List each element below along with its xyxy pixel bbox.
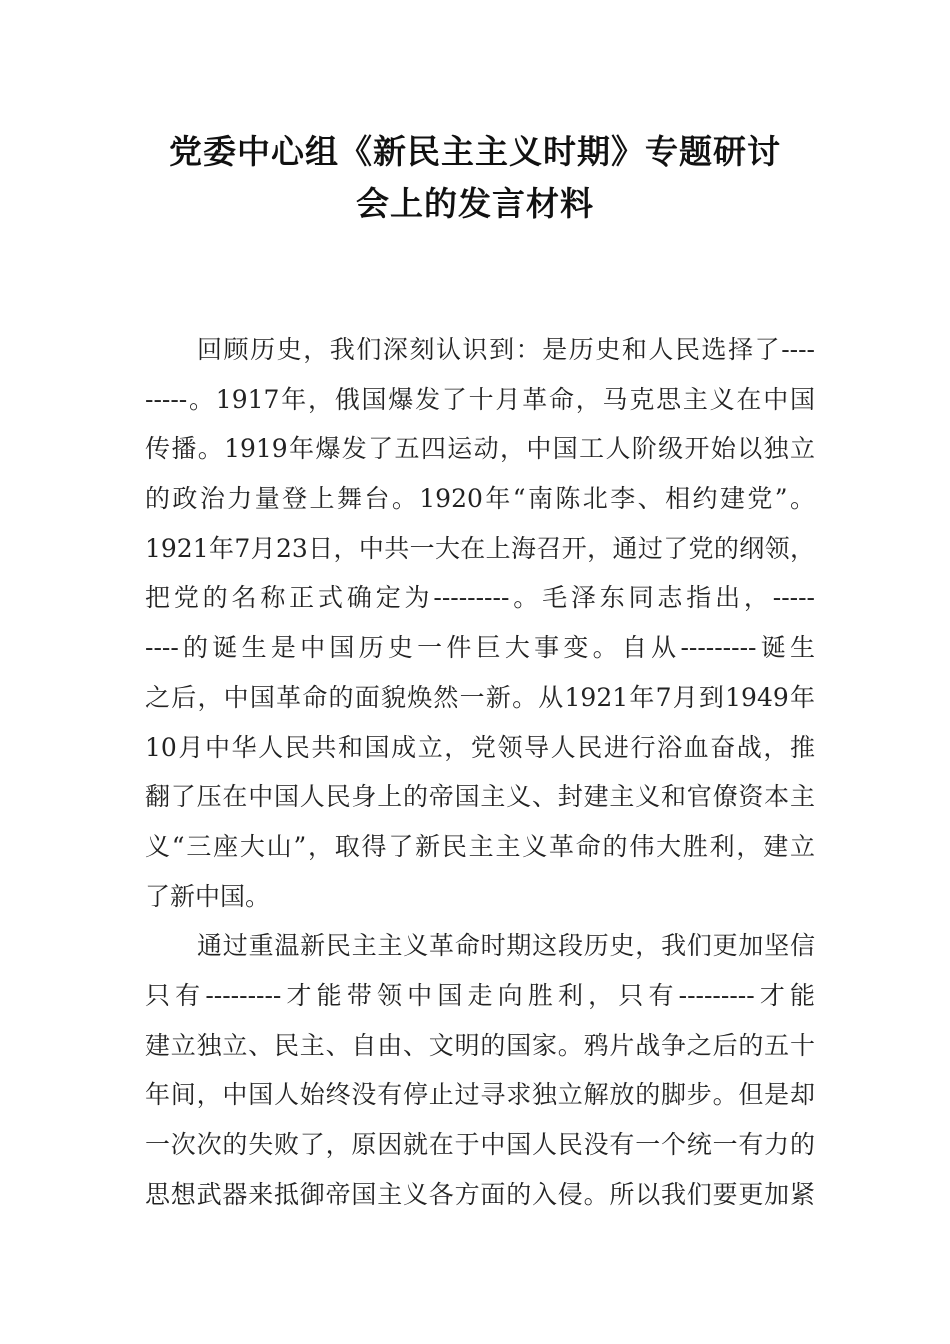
paragraph-1-line-2: -----。1917年，俄国爆发了十月革命，马克思主义在中国 (145, 384, 815, 414)
paragraph-1-line-11: 义“三座大山”，取得了新民主主义革命的伟大胜利，建立 (145, 831, 815, 861)
paragraph-1-line-9: 10月中华人民共和国成立，党领导人民进行浴血奋战，推 (145, 732, 815, 762)
paragraph-1-line-6: 把党的名称正式确定为---------。毛泽东同志指出，----- (145, 583, 815, 613)
paragraph-1-line-4: 的政治力量登上舞台。1920年“南陈北李、相约建党”。 (145, 484, 815, 514)
paragraph-2-line-5: 一次次的失败了，原因就在于中国人民没有一个统一有力的 (145, 1130, 815, 1159)
paragraph-2-line-4: 年间，中国人始终没有停止过寻求独立解放的脚步。但是却 (145, 1080, 815, 1110)
paragraph-1-line-1: 回顾历史，我们深刻认识到：是历史和人民选择了---- (197, 335, 815, 364)
document-body (145, 330, 815, 1224)
paragraph-1-line-3: 传播。1919年爆发了五四运动，中国工人阶级开始以独立 (145, 434, 815, 464)
paragraph-2-line-3: 建立独立、民主、自由、文明的国家。鸦片战争之后的五十 (145, 1030, 815, 1060)
paragraph-1-line-5: 1921年7月23日，中共一大在上海召开，通过了党的纲领， (145, 533, 815, 563)
paragraph-1-line-12: 了新中国。 (145, 881, 271, 911)
paragraph-1-line-10: 翻了压在中国人民身上的帝国主义、封建主义和官僚资本主 (145, 782, 815, 812)
paragraph-1-line-8: 之后，中国革命的面貌焕然一新。从1921年7月到1949年 (145, 682, 815, 712)
paragraph-1-line-7: ----的诞生是中国历史一件巨大事变。自从---------诞生 (145, 633, 815, 663)
document-title-line-2: 会上的发言材料 (356, 184, 594, 223)
paragraph-2-line-6: 思想武器来抵御帝国主义各方面的入侵。所以我们要更加紧 (145, 1179, 815, 1209)
paragraph-2-line-1: 通过重温新民主主义革命时期这段历史，我们更加坚信 (197, 931, 815, 961)
paragraph-2-line-2: 只有---------才能带领中国走向胜利，只有---------才能 (145, 980, 815, 1010)
document-title-line-1: 党委中心组《新民主主义时期》专题研讨 (169, 132, 781, 171)
